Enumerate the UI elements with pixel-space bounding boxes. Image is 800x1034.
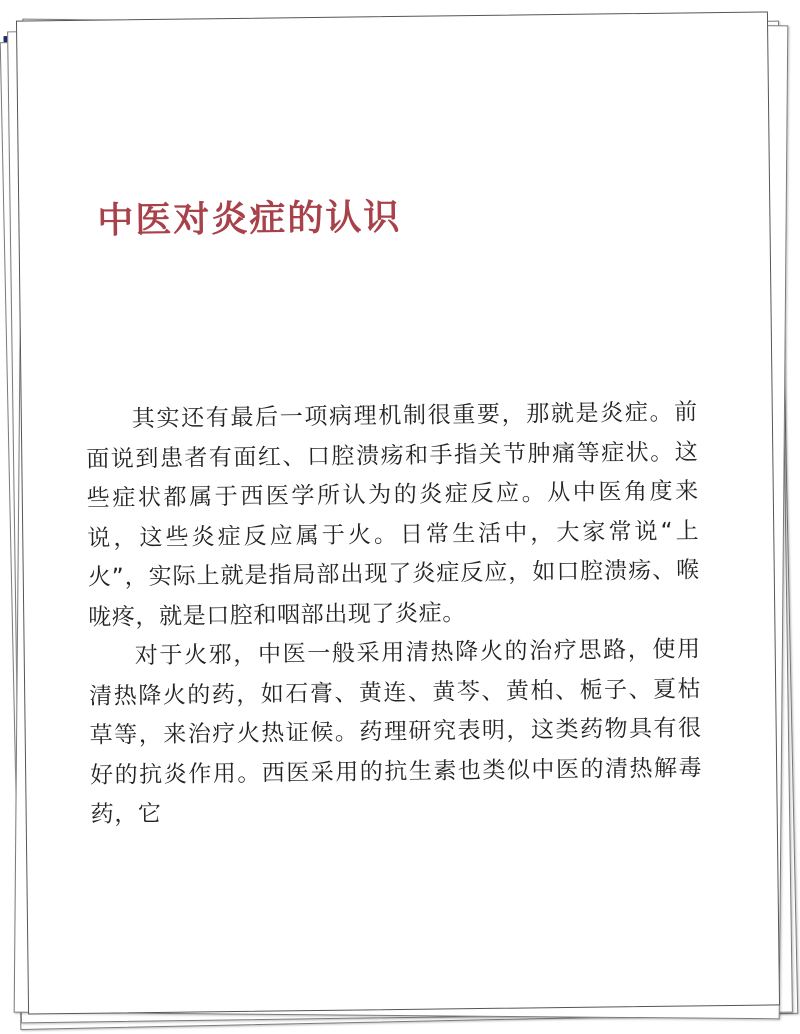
paragraph-1: 其实还有最后一项病理机制很重要，那就是炎症。前面说到患者有面红、口腔溃疡和手指关节肿痛等症状。这些症状都属于西医学所认为的炎症反应。从中医角度来说，这些炎症反应属于火。日常生活中，大家常说“上火”，实际上就是指局部出现了炎症反应，如口腔溃疡、喉咙疼，就是口腔和咽部出现了炎症。	[86, 399, 700, 631]
book-page	[16, 11, 780, 1014]
body-text	[86, 393, 703, 835]
paragraph-2: 对于火邪，中医一般采用清热降火的治疗思路，使用清热降火的药，如石膏、黄连、黄芩、黄柏、栀子、夏枯草等，来治疗火热证候。药理研究表明，这类药物具有很好的抗炎作用。西医采用的抗生素也类似中医的清热解毒药，它	[89, 636, 703, 828]
page-title: 中医对炎症的认识	[97, 195, 402, 242]
